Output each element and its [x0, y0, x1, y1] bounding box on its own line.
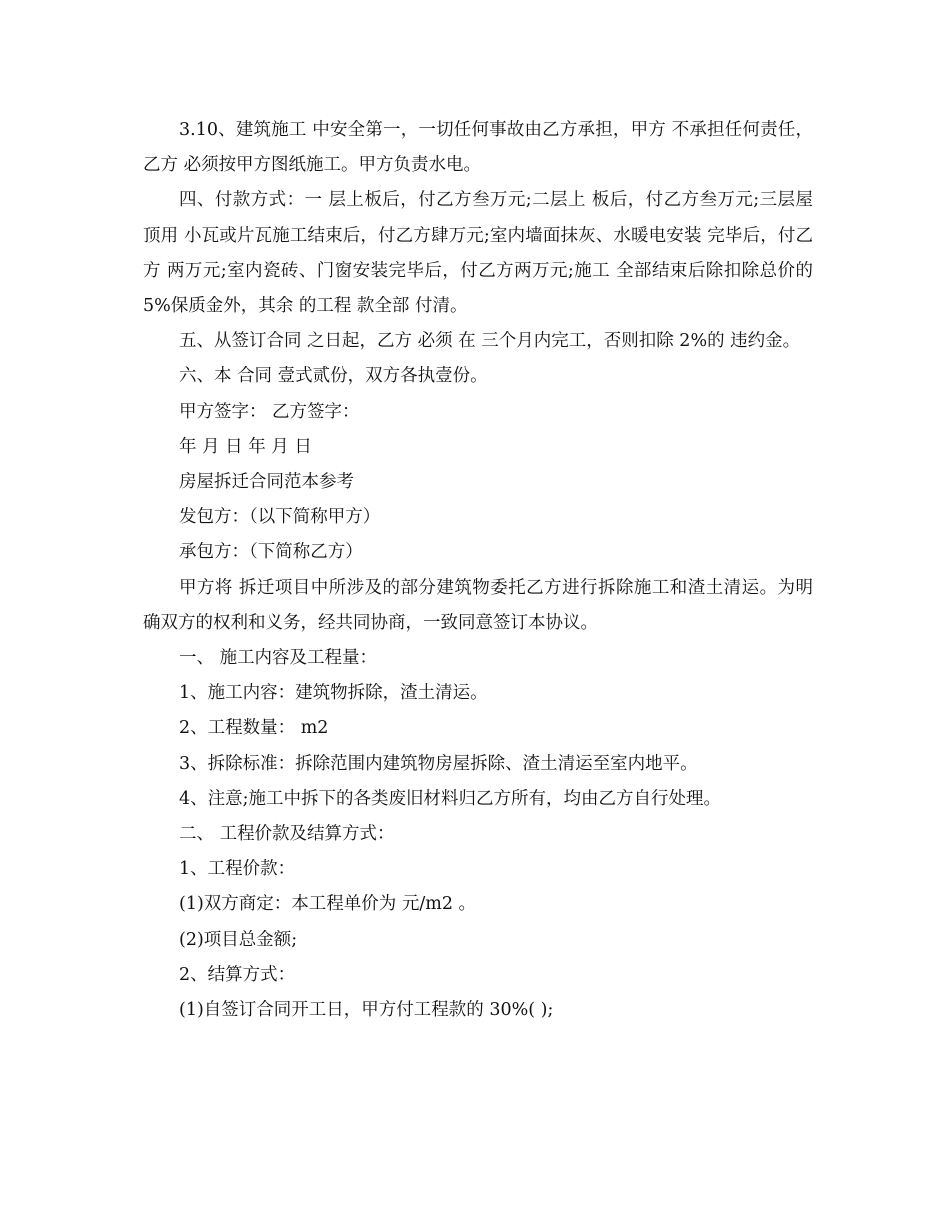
paragraph-settlement-heading: 2、结算方式： — [179, 964, 296, 985]
paragraph-total-amount: (2)项目总金额; — [179, 929, 298, 950]
paragraph-scope-content: 1、施工内容：建筑物拆除，渣土清运。 — [179, 683, 488, 704]
paragraph-scope-note: 4、注意;施工中拆下的各类废旧材料归乙方所有，均由乙方自行处理。 — [179, 788, 722, 809]
paragraph-intro: 甲方将 拆迁项目中所涉及的部分建筑物委托乙方进行拆除施工和渣土清运。为明确双方的权利和义务，经共同协商，一致同意签订本协议。 — [143, 577, 813, 633]
paragraph-scope-quantity: 2、工程数量： m2 — [179, 718, 329, 739]
paragraph-signature-dates: 年 月 日 年 月 日 — [179, 436, 312, 457]
paragraph-payment-terms: 四、付款方式：一 层上板后，付乙方叁万元;二层上 板后，付乙方叁万元;三层屋顶用 小瓦或片瓦施工结束后，付乙方肆万元;室内墙面抹灰、水暖电安装 完毕后，付乙方 两万元;室内瓷砖、门窗安装完毕后，付乙方两万元;施工 全部结束后除扣除总价的 5%保质金外，其余 的工程 款全部 付清。 — [143, 190, 813, 317]
paragraph-contract-copies: 六、本 合同 壹式贰份，双方各执壹份。 — [179, 366, 488, 387]
paragraph-settlement-first: (1)自签订合同开工日，甲方付工程款的 30%( ); — [179, 1000, 554, 1021]
document-body — [143, 113, 813, 1028]
paragraph-unit-price: (1)双方商定：本工程单价为 元/m2 。 — [179, 894, 477, 915]
heading-price-settlement: 二、 工程价款及结算方式： — [179, 824, 395, 845]
paragraph-party-a: 发包方：（以下简称甲方） — [179, 507, 381, 528]
heading-scope: 一、 施工内容及工程量： — [179, 648, 378, 669]
paragraph-signatures: 甲方签字： 乙方签字： — [179, 401, 360, 422]
paragraph-party-b: 承包方：（下简称乙方） — [179, 542, 363, 563]
section-title: 房屋拆迁合同范本参考 — [179, 472, 354, 493]
paragraph-price-heading: 1、工程价款： — [179, 859, 296, 880]
paragraph-scope-standard: 3、拆除标准：拆除范围内建筑物房屋拆除、渣土清运至室内地平。 — [179, 753, 698, 774]
paragraph-completion-deadline: 五、从签订合同 之日起，乙方 必须 在 三个月内完工，否则扣除 2%的 违约金。 — [179, 331, 801, 352]
paragraph-clause-3-10: 3.10、建筑施工 中安全第一，一切任何事故由乙方承担，甲方 不承担任何责任，乙方 必须按甲方图纸施工。甲方负责水电。 — [143, 120, 813, 176]
